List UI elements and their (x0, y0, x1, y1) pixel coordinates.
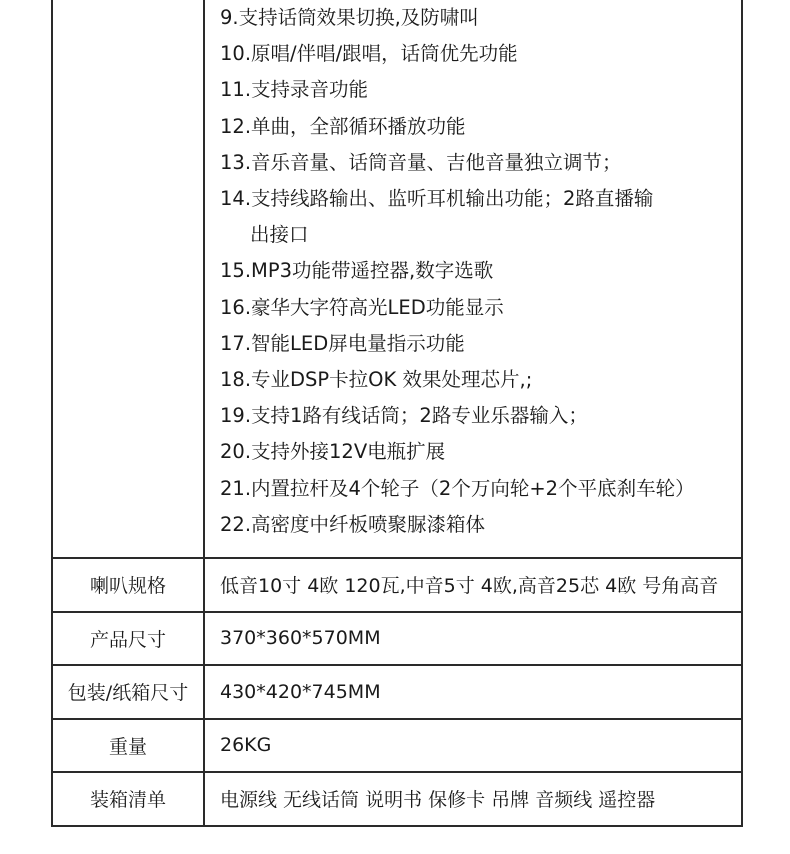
feature-item: 13.音乐音量、话筒音量、吉他音量独立调节； (220, 150, 622, 174)
feature-item: 19.支持1路有线话筒；2路专业乐器输入； (220, 404, 588, 428)
feature-item: 17.智能LED屏电量指示功能 (220, 331, 465, 355)
spec-label: 产品尺寸 (52, 612, 204, 666)
spec-value: 低音10寸 4欧 120瓦,中音5寸 4欧,高音25芯 4欧 号角高音 (204, 558, 742, 612)
spec-label: 装箱清单 (52, 772, 204, 826)
features-row (52, 0, 742, 558)
feature-item: 18.专业DSP卡拉OK 效果处理芯片,; (220, 368, 533, 392)
feature-item: 15.MP3功能带遥控器,数字选歌 (220, 259, 494, 283)
feature-item: 14.支持线路输出、监听耳机输出功能；2路直播输 (220, 187, 654, 211)
feature-item: 16.豪华大字符高光LED功能显示 (220, 295, 504, 319)
feature-item: 9.支持话筒效果切换,及防啸叫 (220, 6, 479, 29)
spec-value: 电源线 无线话筒 说明书 保修卡 吊牌 音频线 遥控器 (204, 772, 742, 826)
feature-item: 21.内置拉杆及4个轮子（2个万向轮+2个平底刹车轮） (220, 476, 695, 500)
feature-item: 20.支持外接12V电瓶扩展 (220, 440, 446, 464)
features-label-cell (52, 0, 204, 558)
feature-item: 12.单曲，全部循环播放功能 (220, 114, 466, 138)
spec-row (52, 719, 742, 773)
spec-value: 370*360*570MM (204, 612, 742, 666)
features-cell (204, 0, 742, 558)
feature-item: 10.原唱/伴唱/跟唱，话筒优先功能 (220, 42, 518, 66)
feature-item: 22.高密度中纤板喷聚脲漆箱体 (220, 512, 486, 536)
spec-value: 430*420*745MM (204, 665, 742, 719)
spec-row (52, 612, 742, 666)
spec-label: 喇叭规格 (52, 558, 204, 612)
spec-row (52, 558, 742, 612)
spec-label: 重量 (52, 719, 204, 773)
spec-table (51, 0, 743, 827)
spec-label: 包装/纸箱尺寸 (52, 665, 204, 719)
feature-item: 出接口 (250, 223, 309, 247)
feature-item: 11.支持录音功能 (220, 78, 369, 102)
spec-value: 26KG (204, 719, 742, 773)
spec-row (52, 665, 742, 719)
feature-list (220, 0, 741, 557)
spec-row (52, 772, 742, 826)
